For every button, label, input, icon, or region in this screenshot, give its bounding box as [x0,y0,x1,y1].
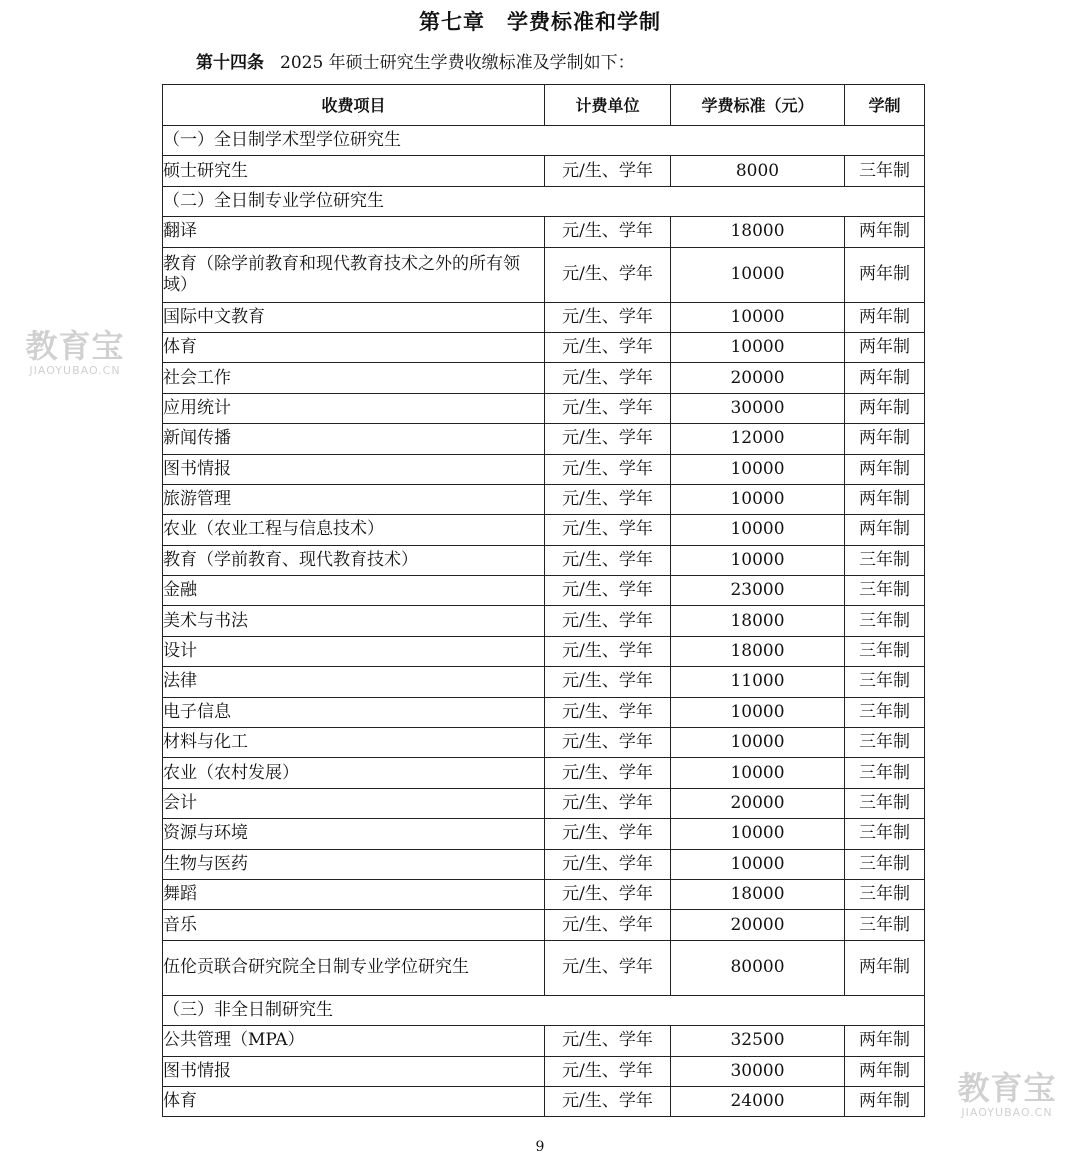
fee-standard-cell: 18000 [671,636,845,666]
table-row [163,819,925,849]
duration-cell: 三年制 [845,879,925,909]
item-name-cell: 生物与医药 [163,849,545,879]
item-name-cell: 硕士研究生 [163,156,545,186]
billing-unit-cell: 元/生、学年 [545,940,671,995]
item-name-cell: 法律 [163,667,545,697]
table-row [163,484,925,514]
duration-cell: 三年制 [845,788,925,818]
section-label: （一）全日制学术型学位研究生 [163,126,925,156]
billing-unit-cell: 元/生、学年 [545,667,671,697]
fee-standard-cell: 10000 [671,697,845,727]
duration-cell: 两年制 [845,393,925,423]
item-name-cell: 教育（学前教育、现代教育技术） [163,545,545,575]
fee-standard-cell: 18000 [671,879,845,909]
fee-standard-cell: 10000 [671,332,845,362]
table-row [163,393,925,423]
table-row [163,576,925,606]
item-name-cell: 金融 [163,576,545,606]
table-row [163,424,925,454]
duration-cell: 两年制 [845,332,925,362]
watermark-text: 教育宝 [957,1069,1057,1107]
duration-cell: 两年制 [845,302,925,332]
billing-unit-cell: 元/生、学年 [545,302,671,332]
item-name-cell: 新闻传播 [163,424,545,454]
duration-cell: 两年制 [845,454,925,484]
table-row [163,1026,925,1056]
table-row [163,332,925,362]
header-duration: 学制 [845,85,925,126]
table-row [163,940,925,995]
header-billing-unit: 计费单位 [545,85,671,126]
billing-unit-cell: 元/生、学年 [545,758,671,788]
chapter-title: 第七章 学费标准和学制 [419,10,661,34]
billing-unit-cell: 元/生、学年 [545,363,671,393]
fee-standard-cell: 18000 [671,606,845,636]
fee-standard-cell: 10000 [671,515,845,545]
duration-cell: 两年制 [845,1026,925,1056]
item-name-cell: 教育（除学前教育和现代教育技术之外的所有领域） [163,247,545,302]
item-name-cell: 美术与书法 [163,606,545,636]
fee-standard-cell: 10000 [671,758,845,788]
item-name-cell: 资源与环境 [163,819,545,849]
duration-cell: 三年制 [845,849,925,879]
table-row [163,788,925,818]
fee-standard-cell: 18000 [671,217,845,247]
table-row [163,454,925,484]
duration-cell: 三年制 [845,636,925,666]
billing-unit-cell: 元/生、学年 [545,849,671,879]
duration-cell: 两年制 [845,247,925,302]
item-name-cell: 材料与化工 [163,728,545,758]
billing-unit-cell: 元/生、学年 [545,156,671,186]
billing-unit-cell: 元/生、学年 [545,1026,671,1056]
item-name-cell: 体育 [163,1086,545,1116]
fee-standard-cell: 24000 [671,1086,845,1116]
billing-unit-cell: 元/生、学年 [545,515,671,545]
table-row [163,302,925,332]
duration-cell: 三年制 [845,728,925,758]
duration-cell: 三年制 [845,910,925,940]
duration-cell: 三年制 [845,576,925,606]
table-row [163,217,925,247]
item-name-cell: 公共管理（MPA） [163,1026,545,1056]
section-row [163,186,925,216]
duration-cell: 两年制 [845,484,925,514]
item-name-cell: 农业（农村发展） [163,758,545,788]
watermark-text: 教育宝 [25,327,125,365]
table-row [163,910,925,940]
watermark-url: JIAOYUBAO.CN [29,364,121,377]
billing-unit-cell: 元/生、学年 [545,1056,671,1086]
fee-standard-cell: 10000 [671,247,845,302]
billing-unit-cell: 元/生、学年 [545,606,671,636]
fee-standard-cell: 11000 [671,667,845,697]
fee-standard-cell: 32500 [671,1026,845,1056]
item-name-cell: 应用统计 [163,393,545,423]
billing-unit-cell: 元/生、学年 [545,910,671,940]
table-row [163,1056,925,1086]
section-label: （二）全日制专业学位研究生 [163,186,925,216]
billing-unit-cell: 元/生、学年 [545,636,671,666]
fee-standard-cell: 23000 [671,576,845,606]
watermark-logo-right [948,1070,1066,1119]
duration-cell: 三年制 [845,697,925,727]
item-name-cell: 设计 [163,636,545,666]
duration-cell: 三年制 [845,819,925,849]
page-number: 9 [535,1139,545,1155]
duration-cell: 两年制 [845,363,925,393]
table-row [163,156,925,186]
table-row [163,545,925,575]
article-line [196,48,635,73]
duration-cell: 三年制 [845,156,925,186]
table-row [163,879,925,909]
fee-standard-cell: 30000 [671,1056,845,1086]
fee-standard-cell: 12000 [671,424,845,454]
duration-cell: 三年制 [845,758,925,788]
fee-standard-cell: 10000 [671,454,845,484]
article-label: 第十四条 [196,53,264,73]
billing-unit-cell: 元/生、学年 [545,788,671,818]
item-name-cell: 音乐 [163,910,545,940]
billing-unit-cell: 元/生、学年 [545,545,671,575]
fee-standard-cell: 8000 [671,156,845,186]
table-row [163,363,925,393]
item-name-cell: 翻译 [163,217,545,247]
duration-cell: 两年制 [845,940,925,995]
billing-unit-cell: 元/生、学年 [545,424,671,454]
table-row [163,849,925,879]
fee-standard-cell: 30000 [671,393,845,423]
billing-unit-cell: 元/生、学年 [545,879,671,909]
fee-standard-cell: 10000 [671,819,845,849]
duration-cell: 两年制 [845,1086,925,1116]
table-row [163,515,925,545]
billing-unit-cell: 元/生、学年 [545,1086,671,1116]
section-row [163,995,925,1025]
item-name-cell: 国际中文教育 [163,302,545,332]
table-row [163,697,925,727]
table-row [163,667,925,697]
item-name-cell: 电子信息 [163,697,545,727]
item-name-cell: 体育 [163,332,545,362]
fee-standard-cell: 80000 [671,940,845,995]
item-name-cell: 伍伦贡联合研究院全日制专业学位研究生 [163,940,545,995]
table-row [163,247,925,302]
fee-standard-cell: 10000 [671,302,845,332]
item-name-cell: 图书情报 [163,454,545,484]
fee-standard-cell: 10000 [671,849,845,879]
billing-unit-cell: 元/生、学年 [545,332,671,362]
duration-cell: 三年制 [845,667,925,697]
duration-cell: 三年制 [845,545,925,575]
table-row [163,606,925,636]
item-name-cell: 图书情报 [163,1056,545,1086]
table-body [163,126,925,1117]
billing-unit-cell: 元/生、学年 [545,697,671,727]
billing-unit-cell: 元/生、学年 [545,217,671,247]
header-fee-standard: 学费标准（元） [671,85,845,126]
section-label: （三）非全日制研究生 [163,995,925,1025]
article-text: 2025 年硕士研究生学费收缴标准及学制如下： [280,53,635,73]
watermark-url: JIAOYUBAO.CN [961,1106,1053,1119]
item-name-cell: 会计 [163,788,545,818]
fee-standard-cell: 10000 [671,484,845,514]
fee-standard-cell: 20000 [671,363,845,393]
billing-unit-cell: 元/生、学年 [545,393,671,423]
fee-standard-cell: 10000 [671,545,845,575]
billing-unit-cell: 元/生、学年 [545,728,671,758]
duration-cell: 两年制 [845,424,925,454]
table-row [163,758,925,788]
section-row [163,126,925,156]
billing-unit-cell: 元/生、学年 [545,576,671,606]
item-name-cell: 社会工作 [163,363,545,393]
duration-cell: 三年制 [845,606,925,636]
duration-cell: 两年制 [845,515,925,545]
item-name-cell: 农业（农业工程与信息技术） [163,515,545,545]
table-row [163,636,925,666]
table-row [163,1086,925,1116]
duration-cell: 两年制 [845,217,925,247]
fee-table [162,84,925,1117]
item-name-cell: 舞蹈 [163,879,545,909]
billing-unit-cell: 元/生、学年 [545,484,671,514]
item-name-cell: 旅游管理 [163,484,545,514]
fee-standard-cell: 10000 [671,728,845,758]
watermark-logo-left [16,328,134,377]
fee-standard-cell: 20000 [671,788,845,818]
billing-unit-cell: 元/生、学年 [545,247,671,302]
fee-standard-cell: 20000 [671,910,845,940]
billing-unit-cell: 元/生、学年 [545,454,671,484]
duration-cell: 两年制 [845,1056,925,1086]
header-fee-item: 收费项目 [163,85,545,126]
table-row [163,728,925,758]
table-header-row [163,85,925,126]
billing-unit-cell: 元/生、学年 [545,819,671,849]
